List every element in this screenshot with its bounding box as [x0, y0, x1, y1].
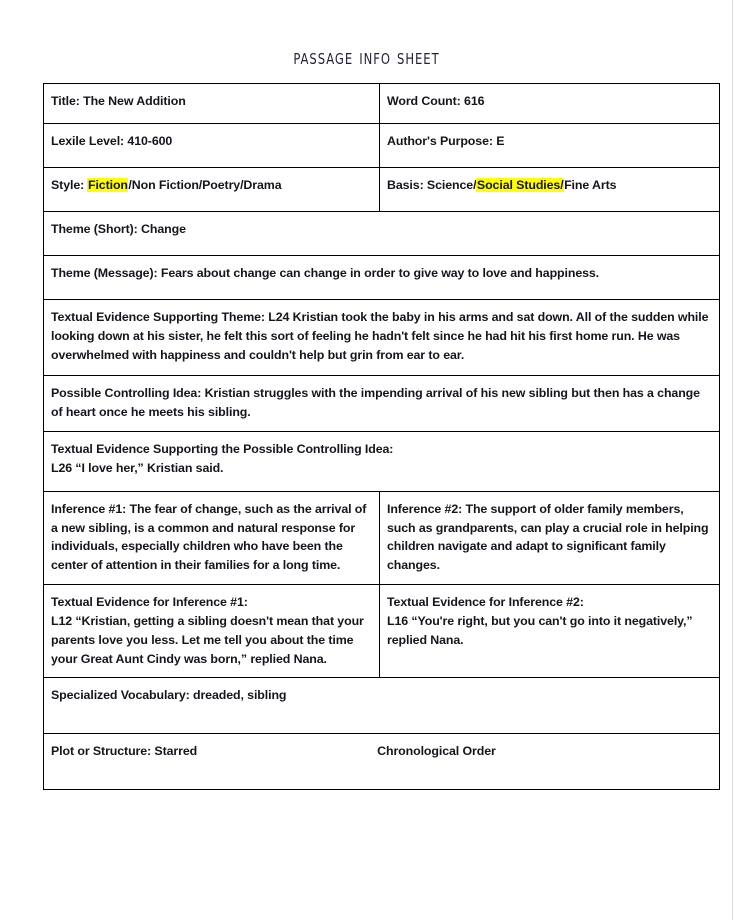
table-row: [44, 256, 720, 300]
te-inference-1-label: Textual Evidence for Inference #1:: [51, 595, 248, 610]
cell-te-inference-2: [380, 585, 720, 678]
basis-highlighted-value: Social Studies/: [476, 178, 564, 192]
table-row: [44, 491, 720, 584]
cell-style: [44, 168, 380, 212]
table-row: [44, 212, 720, 256]
cell-basis: [380, 168, 720, 212]
table-row: [44, 168, 720, 212]
cell-specialized-vocabulary: Specialized Vocabulary: dreaded, sibling: [44, 678, 720, 734]
plot-structure-label: Plot or Structure: Starred: [51, 744, 198, 759]
plot-order-value: Chronological Order: [377, 744, 496, 759]
cell-inference-2: Inference #2: The support of older family members, such as grandparents, can play a crucial role in helping children navigate and adapt to significant family changes.: [380, 491, 720, 584]
style-options: /Non Fiction/Poetry/Drama: [128, 178, 282, 192]
cell-plot-or-structure: [44, 734, 720, 790]
cell-possible-controlling-idea: Possible Controlling Idea: Kristian struggles with the impending arrival of his new sibling but then has a change of heart once he meets his sibling.: [44, 376, 720, 432]
table-row: [44, 84, 720, 124]
te-inference-2-label: Textual Evidence for Inference #2:: [387, 595, 584, 610]
cell-theme-message: Theme (Message): Fears about change can change in order to give way to love and happiness.: [44, 256, 720, 300]
cell-word-count: Word Count: 616: [380, 84, 720, 124]
table-row: [44, 585, 720, 678]
te-inference-1-quote: L12 “Kristian, getting a sibling doesn't mean that your parents love you less. Let me tell you about the time your Great Aunt Cindy was born,” replied Nana.: [51, 613, 364, 666]
table-row: [44, 734, 720, 790]
table-row: [44, 300, 720, 376]
te-pci-label: Textual Evidence Supporting the Possible Controlling Idea:: [51, 441, 394, 456]
table-row: [44, 376, 720, 432]
table-row: [44, 124, 720, 168]
te-pci-quote: L26 “I love her,” Kristian said.: [51, 460, 224, 475]
style-label: Style:: [51, 178, 88, 192]
cell-textual-evidence-pci: [44, 431, 720, 491]
cell-te-inference-1: [44, 585, 380, 678]
cell-textual-evidence-theme: Textual Evidence Supporting Theme: L24 Kristian took the baby in his arms and sat down. All of the sudden while looking down at his sister, he felt this sort of feeling he hadn't felt since he had hit his first home run. He was overwhelmed with happiness and couldn't help but grin from ear to ear.: [44, 300, 720, 376]
cell-inference-1: Inference #1: The fear of change, such as the arrival of a new sibling, is a common and natural response for individuals, especially children who have been the center of attention in their families for a long time.: [44, 491, 380, 584]
te-inference-2-quote: L16 “You're right, but you can't go into it negatively,” replied Nana.: [387, 613, 693, 647]
table-row: [44, 431, 720, 491]
cell-title: Title: The New Addition: [44, 84, 380, 124]
cell-lexile-level: Lexile Level: 410-600: [44, 124, 380, 168]
basis-label: Basis: Science/: [387, 178, 477, 192]
page-title: passage info sheet: [293, 45, 440, 69]
cell-authors-purpose: Author's Purpose: E: [380, 124, 720, 168]
basis-options: Fine Arts: [564, 178, 617, 192]
style-highlighted-value: Fiction: [87, 178, 128, 192]
table-row: [44, 678, 720, 734]
passage-info-table: [43, 83, 720, 790]
cell-theme-short: Theme (Short): Change: [44, 212, 720, 256]
